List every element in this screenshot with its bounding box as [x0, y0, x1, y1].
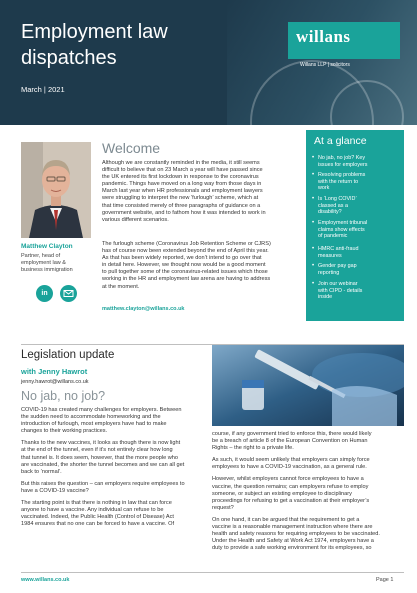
text-line: introduction of furlough, most employers have had to make: [21, 421, 167, 428]
text-line: working in the HR and employment law arena are having to address: [102, 276, 271, 283]
legislation-heading: Legislation update: [21, 349, 115, 361]
legislation-author-email[interactable]: jenny.hawrot@willans.co.uk: [21, 379, 89, 385]
text-line: at the moment.: [102, 283, 140, 290]
text-line: that tunnel is. It does seem, however, that the more people who: [21, 454, 179, 461]
article-heading: No jab, no job?: [21, 389, 106, 403]
text-line: that time consisted merely of three paragraphs of guidance on a: [102, 202, 261, 209]
glance-item[interactable]: [318, 155, 398, 168]
text-line: However, whilst employers cannot force employees to have a: [212, 476, 364, 483]
page-number: Page 1: [376, 577, 394, 583]
logo-subtitle: Willans LLP | solicitors: [300, 62, 350, 68]
article-right-column: [212, 431, 404, 552]
page-title-line2: dispatches: [21, 47, 117, 69]
author-email-link[interactable]: matthew.clayton@willans.co.uk: [102, 306, 185, 312]
text-line: Employment tribunal: [318, 220, 368, 226]
text-line: changes to their working practices.: [21, 428, 108, 435]
text-line: As that has been widely reported, we don’t intend to go over that: [102, 255, 262, 262]
bullet-icon: •: [312, 220, 315, 226]
text-line: Is ‘Long COVID’: [318, 196, 357, 202]
bullet-icon: •: [312, 172, 315, 178]
text-line: measures: [318, 252, 342, 259]
text-line: classed as a: [318, 202, 348, 209]
text-line: were struggling to interpret the new ‘furlough’ scheme, which at: [102, 195, 259, 202]
linkedin-icon[interactable]: in: [36, 285, 53, 302]
text-line: vaccinated. Indeed, the Public Health (Control of Disease) Act: [21, 514, 174, 521]
bullet-icon: •: [312, 281, 315, 287]
text-line: request?: [212, 504, 234, 511]
text-line: in detail here. However, we thought now would be a good moment: [102, 262, 266, 269]
text-line: be a breach of article 8 of the European Convention on Human: [212, 438, 368, 445]
text-line: back to ‘normal’.: [21, 468, 62, 475]
text-line: COVID-19 has created many challenges for employers. Between: [21, 407, 182, 413]
text-line: with the return to: [318, 178, 359, 185]
glance-item[interactable]: [318, 220, 398, 240]
text-line: proceedings for refusing to get a vaccination at their employer’s: [212, 497, 370, 504]
text-line: has of course now been extended beyond the end of April this year.: [102, 248, 269, 255]
text-line: Under the Health and Safety at Work Act 1974, employers have a: [212, 538, 374, 545]
text-line: of pandemic: [318, 233, 348, 240]
bullet-icon: •: [312, 155, 315, 161]
legislation-author: with Jenny Hawrot: [21, 367, 88, 376]
text-line: inside: [318, 294, 333, 301]
at-a-glance-heading: At a glance: [314, 135, 367, 147]
page-title: Employment law: [21, 21, 168, 43]
glance-item[interactable]: [318, 246, 398, 259]
text-line: vaccine is a reasonable management instruction where there are: [212, 524, 373, 531]
glance-item[interactable]: [318, 263, 398, 276]
bullet-icon: •: [312, 196, 315, 202]
text-line: Gender pay gap: [318, 263, 357, 269]
text-line: claims show effects: [318, 226, 365, 233]
text-line: have a COVID-19 vaccine?: [21, 487, 89, 494]
text-line: difficult to believe that on 23 March a year will have passed since: [102, 167, 263, 174]
text-line: employees to have a COVID-19 vaccination, as a general rule.: [212, 464, 367, 471]
text-line: disability?: [318, 209, 342, 216]
text-line: Thanks to the new vaccines, it looks as though there is now light: [21, 440, 181, 447]
author-role-line: Partner, head of: [21, 253, 61, 259]
text-line: But this raises the question – can employers require employees to: [21, 480, 185, 487]
text-line: Rights – the right to a private life.: [212, 445, 294, 452]
text-line: issues for employers: [318, 161, 368, 168]
text-line: someone, or subject an existing employee to disciplinary: [212, 490, 352, 497]
text-line: the sudden need to accommodate homeworking and the: [21, 414, 161, 421]
text-line: the UK entered its first lockdown in response to the coronavirus: [102, 174, 259, 181]
text-line: with CIPD - details: [318, 287, 363, 294]
text-line: Join our webinar: [318, 281, 358, 287]
text-line: 1984 ensures that no one can be forced to have a vaccine. Of: [21, 521, 174, 528]
text-line: government website, and to fathom how it was intended to work in: [102, 209, 266, 216]
text-line: As such, it would seem unlikely that employers can simply force: [212, 457, 370, 464]
text-line: to pull together some of the coronavirus-related issues which those: [102, 269, 268, 276]
welcome-heading: Welcome: [102, 140, 161, 156]
text-line: anyone to have a vaccine. Any individual can refuse to be: [21, 507, 164, 514]
text-line: vaccine, the question remains; can employers refuse to employ: [212, 483, 369, 490]
glance-item[interactable]: [318, 281, 398, 301]
vaccine-image: [212, 345, 404, 426]
text-line: at the end of the tunnel, even if it’s not entirely clear how long: [21, 447, 173, 454]
text-line: The starting point is that there is nothing in law that can force: [21, 500, 172, 507]
author-photo: [21, 142, 91, 238]
text-line: various different scenarios.: [102, 216, 169, 223]
bullet-icon: •: [312, 263, 315, 269]
author-name: Matthew Clayton: [21, 243, 73, 250]
footer-divider: [21, 572, 404, 573]
issue-date: March | 2021: [21, 85, 65, 94]
text-line: pandemic. Things have moved on a long way from those days in: [102, 181, 262, 188]
glance-item[interactable]: [318, 196, 398, 216]
text-line: duty to provide a safe working environment for its employees, so: [212, 545, 372, 552]
welcome-paragraph-1: [102, 160, 302, 224]
text-line: No jab, no job? Key: [318, 155, 366, 161]
glance-item[interactable]: [318, 172, 398, 192]
text-line: Although we are constantly reminded in the media, it still seems: [102, 160, 260, 166]
welcome-paragraph-2: [102, 241, 302, 291]
willans-logo: willans: [296, 27, 351, 46]
text-line: HMRC anti-fraud: [318, 246, 359, 252]
text-line: are vaccinated, the shorter the tunnel becomes and we can all get: [21, 461, 185, 468]
text-line: health and safety reasons for requiring employees to be vaccinated.: [212, 531, 380, 538]
text-line: course, if any government tried to enforce this, there would likely: [212, 431, 372, 437]
email-icon[interactable]: [60, 285, 77, 302]
text-line: On one hand, it can be argued that the requirement to get a: [212, 516, 360, 523]
author-role-line: business immigration: [21, 267, 73, 273]
text-line: Resolving problems: [318, 172, 366, 178]
article-left-column: [21, 407, 206, 528]
footer-website-link[interactable]: www.willans.co.uk: [21, 577, 70, 583]
bullet-icon: •: [312, 246, 315, 252]
text-line: The furlough scheme (Coronavirus Job Retention Scheme or CJRS): [102, 241, 271, 247]
text-line: work: [318, 185, 330, 192]
text-line: reporting: [318, 269, 340, 276]
author-role-line: employment law &: [21, 260, 66, 266]
text-line: March last year when HR professionals and employment lawyers: [102, 188, 263, 195]
